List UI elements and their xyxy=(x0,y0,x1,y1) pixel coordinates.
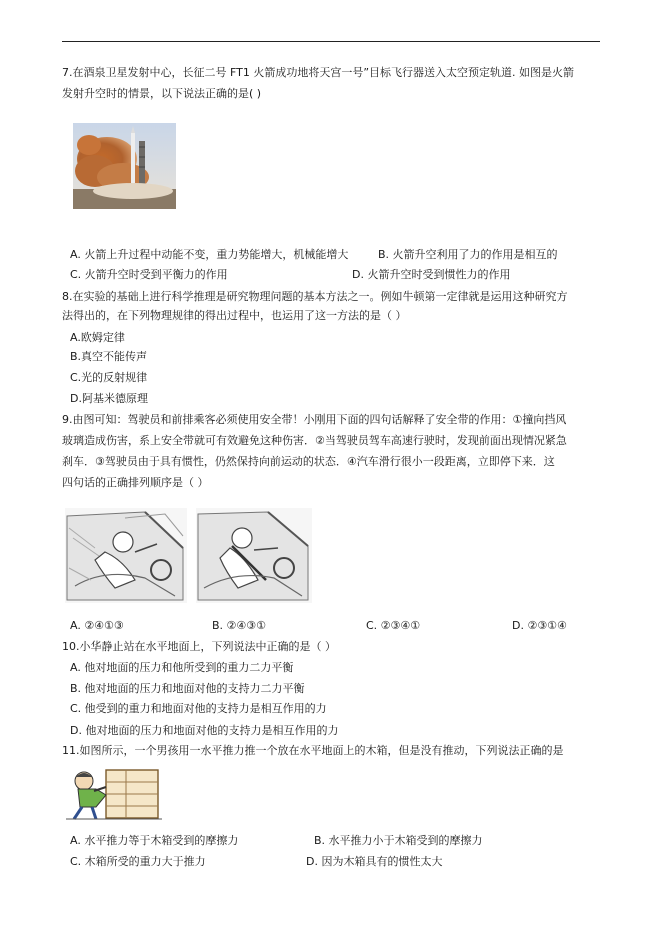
q10-option-d: D. 他对地面的压力和地面对他的支持力是相互作用的力 xyxy=(70,724,339,737)
q9-option-c: C. ②③④① xyxy=(366,619,421,632)
q7-stem-line1: 7.在酒泉卫星发射中心，长征二号 FT1 火箭成功地将天宫一号”目标飞行器送入太空预定轨道. 如图是火箭 xyxy=(62,66,575,79)
rocket-launch-photo xyxy=(73,123,176,209)
q7-option-a: A. 火箭上升过程中动能不变，重力势能增大，机械能增大 xyxy=(70,248,349,261)
q8-option-d: D.阿基米德原理 xyxy=(70,392,148,405)
q8-option-b: B.真空不能传声 xyxy=(70,350,148,363)
q9-stem-line4: 四句话的正确排列顺序是（ ） xyxy=(62,476,209,489)
q7-option-d: D. 火箭升空时受到惯性力的作用 xyxy=(352,268,511,281)
q9-stem-line3: 刹车．③驾驶员由于具有惯性，仍然保持向前运动的状态．④汽车滑行很小一段距离，立即停下来．这 xyxy=(62,455,555,468)
q8-option-c: C.光的反射规律 xyxy=(70,371,148,384)
q7-option-b: B. 火箭升空利用了力的作用是相互的 xyxy=(378,248,558,261)
car-crash-illustration-right xyxy=(196,508,312,603)
q11-option-b: B. 水平推力小于木箱受到的摩擦力 xyxy=(314,834,483,847)
q9-stem-line1: 9.由图可知：驾驶员和前排乘客必须使用安全带！小刚用下面的四句话解释了安全带的作用：①撞向挡风 xyxy=(62,413,567,426)
q9-option-d: D. ②③①④ xyxy=(512,619,567,632)
q9-option-b: B. ②④③① xyxy=(212,619,266,632)
q9-option-a: A. ②④①③ xyxy=(70,619,124,632)
q8-stem-line1: 8.在实验的基础上进行科学推理是研究物理问题的基本方法之一。例如牛顿第一定律就是运用这种研究方 xyxy=(62,290,568,303)
q7-option-c: C. 火箭升空时受到平衡力的作用 xyxy=(70,268,228,281)
boy-pushing-box-illustration xyxy=(66,767,162,822)
q10-option-a: A. 他对地面的压力和他所受到的重力二力平衡 xyxy=(70,661,294,674)
q11-option-a: A. 水平推力等于木箱受到的摩擦力 xyxy=(70,834,239,847)
header-rule xyxy=(62,41,600,42)
q11-option-d: D. 因为木箱具有的惯性太大 xyxy=(306,855,443,868)
q11-stem-line1: 11.如图所示，一个男孩用一水平推力推一个放在水平地面上的木箱，但是没有推动，下列说法正确的是 xyxy=(62,744,564,757)
q11-option-c: C. 木箱所受的重力大于推力 xyxy=(70,855,206,868)
q8-stem-line2: 法得出的，在下列物理规律的得出过程中，也运用了这一方法的是（ ） xyxy=(62,309,407,322)
q10-option-c: C. 他受到的重力和地面对他的支持力是相互作用的力 xyxy=(70,702,327,715)
q10-stem-line1: 10.小华静止站在水平地面上，下列说法中正确的是（ ） xyxy=(62,640,336,653)
q7-stem-line2: 发射升空时的情景，以下说法正确的是( ) xyxy=(62,87,262,100)
q9-stem-line2: 玻璃造成伤害，系上安全带就可有效避免这种伤害．②当驾驶员驾车高速行驶时，发现前面出现情况紧急 xyxy=(62,434,567,447)
car-crash-illustration-left xyxy=(65,508,187,603)
q8-option-a: A.欧姆定律 xyxy=(70,331,125,344)
q10-option-b: B. 他对地面的压力和地面对他的支持力二力平衡 xyxy=(70,682,305,695)
